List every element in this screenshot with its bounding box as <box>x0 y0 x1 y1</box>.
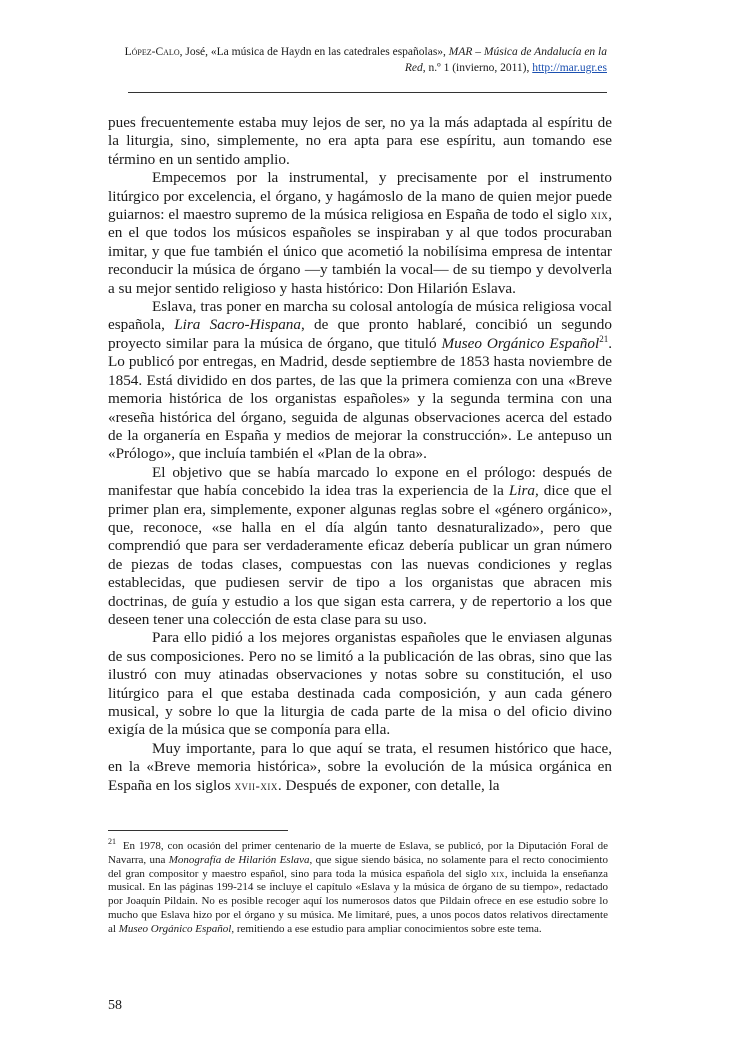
running-header <box>108 44 607 76</box>
header-author: López-Calo <box>124 46 180 58</box>
footnote-number: 21 <box>108 837 116 847</box>
paragraph-2: Empecemos por la instrumental, y precisamente por el instrumento litúrgico por excelencia, el órgano, y hagámoslo de la mano de quien mejor puede guiarnos: el maestro supremo de la música religiosa en España de todo el siglo xix, en el que todos los músicos españoles se inspiraban y al que todos procuraban imitar, y que fue también el único que acometió la nobilísima empresa de intentar reconducir la música de órgano —y también la vocal— de su tiempo y devolverla a su mejor sentido religioso y hasta histórico: Don Hilarión Eslava. <box>108 169 612 297</box>
footnote-divider <box>108 830 288 831</box>
header-url-link[interactable]: http://mar.ugr.es <box>532 62 607 74</box>
header-divider <box>128 92 607 93</box>
paragraph-5: Para ello pidió a los mejores organistas españoles que le enviasen algunas de sus composiciones. Pero no se limitó a la publicación de las obras, sino que las ilustró con muy atinadas observaciones y notas sobre su constitución, el uso litúrgico para el que estaba destinada cada composición, y aun cada género musical, y sobre lo que la liturgia de cada parte de la misa o del oficio divino exigía de la música que se componía para ella. <box>108 629 612 739</box>
paragraph-4: El objetivo que se había marcado lo expone en el prólogo: después de manifestar que había concebido la idea tras la experiencia de la Lira, dice que el primer plan era, simplemente, exponer algunas reglas sobre el «género orgánico», que, reconoce, «se halla en el día algún tanto desnaturalizado», pero que comprendió que para ser verdaderamente eficaz debería publicar un gran número de piezas de todas clases, compuestas con las nuevas condiciones y reglas establecidas, que pudiesen servir de tipo a los organistas que abracen mis doctrinas, de guía y estudio a los que sigan esta carrera, y de repertorio a los que deseen tener una colección de esta clase para su uso. <box>108 463 613 628</box>
header-journal: MAR – Música de Andalucía en la Red <box>404 46 607 74</box>
header-issue: , n.º 1 (invierno, 2011), <box>422 62 533 74</box>
header-article: , José, «La música de Haydn en las catedrales españolas», <box>179 46 449 58</box>
paragraph-3: Eslava, tras poner en marcha su colosal antología de música religiosa vocal española, Lira Sacro-Hispana, de que pronto hablaré, concibió un segundo proyecto similar para la música de órgano, que tituló Museo Orgánico Español$^{21}$. Lo publicó por entregas, en Madrid, desde septiembre de 1853 hasta noviembre de 1854. Está dividido en dos partes, de las que la primera comienza con una «Breve memoria histórica de los organistas españoles» y la segunda termina con una «reseña histórica del órgano, seguida de algunas observaciones acerca del estado de la organería en España y medios de mejorar la construcción». Le antepuso un «Prólogo», que incluía también el «Plan de la obra». <box>108 298 612 463</box>
footnote-reference[interactable]: 21 <box>599 333 609 344</box>
main-text <box>108 114 612 795</box>
paragraph-6: Muy importante, para lo que aquí se trata, el resumen histórico que hace, en la «Breve memoria histórica», sobre la evolución de la música orgánica en España en los siglos xvii-xix. Después de exponer, con detalle, la <box>108 739 612 794</box>
page-number: 58 <box>108 998 122 1013</box>
paragraph-1: pues frecuentemente estaba muy lejos de ser, no ya la más adaptada al espíritu de la liturgia, sino, simplemente, no era apta para ese espíritu, aun tomando ese término en un sentido amplio. <box>108 114 612 168</box>
footnote-21: $^{21}$ En 1978, con ocasión del primer centenario de la muerte de Eslava, se publicó, por la Diputación Foral de Navarra, una Monografía de Hilarión Eslava, que sigue siendo básica, no solamente para el recto conocimiento del gran compositor y maestro español, sino para toda la música española del siglo xix, incluida la enseñanza musical. En las páginas 199-214 se incluye el capítulo «Eslava y la música de órgano de su tiempo», redactado por Joaquín Pildain. No es posible recoger aquí los numerosos datos que Pildain ofrece en ese estudio sobre lo mucho que Eslava hizo por el órgano y su música. Me limitaré, pues, a unos pocos datos relativos directamente al Museo Orgánico Español, remitiendo a ese estudio para ampliar conocimientos sobre este tema. <box>108 837 608 935</box>
